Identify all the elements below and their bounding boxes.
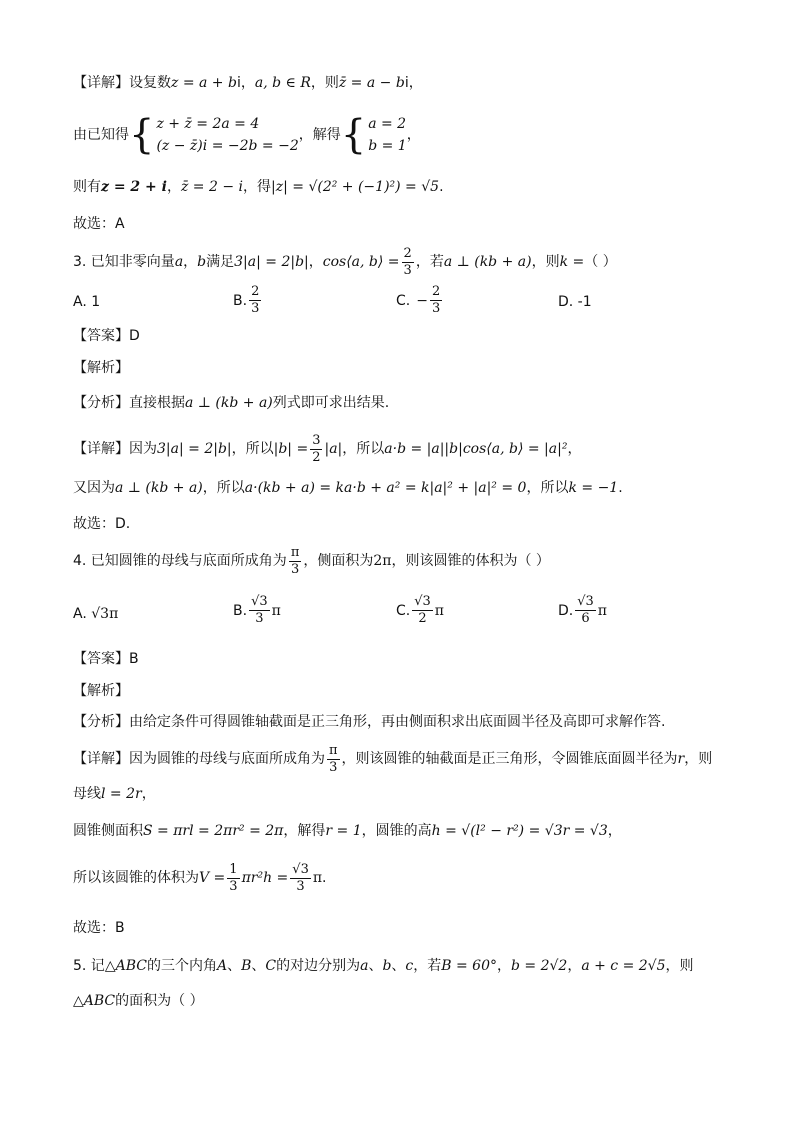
math: z + z̄ = 2a = 4 <box>156 116 260 132</box>
math: k = <box>559 254 585 270</box>
detail-q4-line-2: 母线l = 2r， <box>73 786 156 802</box>
detail-q4-line-1: 【详解】因为圆锥的母线与底面所成角为 $\frac{\pi}{3}$ ，则该圆锥的轴截面是正三角形，令圆锥底面圆半径为 r ，则 <box>73 742 713 775</box>
text: ，则 <box>310 75 339 91</box>
answer-label: 【答案】D <box>73 328 140 344</box>
text: ，则 <box>531 254 560 270</box>
analysis-label: 【解析】 <box>73 360 129 376</box>
option-c: C. $\frac{√3}{2}$ π <box>396 594 444 626</box>
math: z̄ = a − b <box>338 75 405 91</box>
question-3-options <box>73 284 754 320</box>
detail-line-1 <box>73 72 754 94</box>
math: |z| = √(2² + (−1)²) = √5 <box>271 179 440 195</box>
detail-line-2 <box>73 110 754 160</box>
text: 3. 已知非零向量 <box>73 254 175 270</box>
option-a: A. 1 <box>73 294 101 310</box>
detail-q3-line-1: 【详解】因为 3|a| = 2|b| ，所以 |b| = $\frac{3}{2}$ |a| ，所以 a·b = |a||b|cos⟨a, b⟩ = |a|² ， <box>73 432 582 465</box>
text: i， <box>404 75 423 91</box>
math: a ⊥ (kb + a) <box>443 254 532 270</box>
detail-q4-line-3: 圆锥侧面积S = πrl = 2πr² = 2π，解得r = 1，圆锥的高h = √(l² − r²) = √3r = √3， <box>73 823 622 839</box>
math: z = 2 + i <box>101 179 167 195</box>
math: a = 2 <box>368 116 407 132</box>
option-b: B. $\frac{√3}{3}$ π <box>233 594 281 626</box>
option-d: D. $\frac{√3}{6}$ π <box>558 594 607 626</box>
option-c: C. − $\frac{2}{3}$ <box>396 284 441 316</box>
math: a <box>174 254 184 270</box>
answer-label: 【答案】B <box>73 651 139 667</box>
math: z = a + b <box>171 75 237 91</box>
question-4-options <box>73 594 754 634</box>
text: （ ） <box>584 254 617 270</box>
analysis-label: 【解析】 <box>73 683 129 699</box>
question-3 <box>73 245 754 279</box>
option-d: D. -1 <box>558 294 592 310</box>
text: 【详解】设复数 <box>73 75 171 91</box>
text: ， <box>308 254 323 270</box>
analysis-line: 【分析】由给定条件可得圆锥轴截面是正三角形，再由侧面积求出底面圆半径及高即可求解作答. <box>73 714 666 730</box>
math: b = 1 <box>368 138 407 154</box>
choose-a: 故选：A <box>73 216 125 232</box>
text: ， <box>166 179 181 195</box>
question-5-line-2: △ABC的面积为（ ） <box>73 993 204 1009</box>
text: ，解得 <box>298 127 341 143</box>
math: a, b ∈ R <box>254 75 311 91</box>
option-b: B. $\frac{2}{3}$ <box>233 284 260 316</box>
math: z̄ = 2 − i <box>180 179 243 195</box>
text: . <box>439 179 444 195</box>
text: ， <box>406 127 421 143</box>
text: 则有 <box>73 179 101 195</box>
math: cos⟨a, b⟩ = <box>322 254 400 270</box>
text: i， <box>236 75 255 91</box>
equation-system: { z + z̄ = 2a = 4 (z − z̄)i = −2b = −2 <box>129 112 299 158</box>
analysis-line: 【分析】直接根据a ⊥ (kb + a)列式即可求出结果. <box>73 395 390 411</box>
detail-q4-line-4: 所以该圆锥的体积为 V = $\frac{1}{3}$ πr²h = $\frac{√3}{3}$ π . <box>73 861 327 894</box>
text: ， <box>183 254 198 270</box>
text: ，得 <box>243 179 271 195</box>
question-4: 4. 已知圆锥的母线与底面所成角为 $\frac{\pi}{3}$ ，侧面积为 2π ，则该圆锥的体积为（ ） <box>73 544 550 577</box>
solution-system: { a = 2 b = 1 <box>340 112 407 158</box>
detail-line-3 <box>73 176 754 198</box>
math: (z − z̄)i = −2b = −2 <box>156 138 299 154</box>
choose-d: 故选：D. <box>73 516 131 532</box>
question-5-line-1: 5. 记△ABC的三个内角A、B、C的对边分别为a、b、c，若B = 60°，b = 2√2，a + c = 2√5，则 <box>73 958 694 974</box>
option-a: A. √3π <box>73 606 119 622</box>
text: ，若 <box>415 254 444 270</box>
choose-b: 故选：B <box>73 920 125 936</box>
text: 由已知得 <box>73 127 129 143</box>
math: b <box>197 254 207 270</box>
text: 满足 <box>206 254 235 270</box>
math: 3|a| = 2|b| <box>234 254 309 270</box>
fraction: $\frac{2}{3}$ <box>403 245 412 278</box>
detail-q3-line-2: 又因为a ⊥ (kb + a)，所以a·(kb + a) = ka·b + a² = k|a|² + |a|² = 0，所以k = −1. <box>73 480 623 496</box>
